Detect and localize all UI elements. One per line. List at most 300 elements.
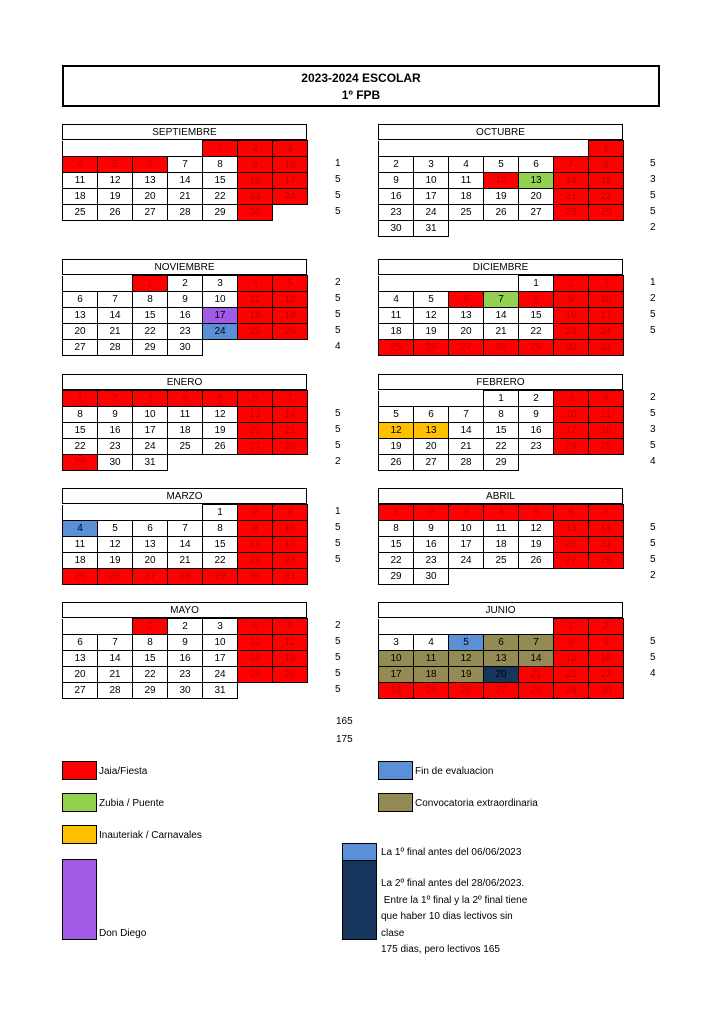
day-cell: 16 <box>168 308 203 324</box>
day-cell <box>519 221 554 237</box>
day-cell: 1 <box>519 276 554 292</box>
day-cell: 16 <box>168 651 203 667</box>
day-cell: 13 <box>63 651 98 667</box>
legend-notes <box>381 876 581 959</box>
week-row <box>379 157 624 173</box>
day-cell: 27 <box>238 439 273 455</box>
month-title: MARZO <box>62 488 307 504</box>
day-cell: 23 <box>589 667 624 683</box>
day-cell: 3 <box>449 505 484 521</box>
day-cell: 11 <box>414 651 449 667</box>
day-cell: 14 <box>98 651 133 667</box>
day-cell <box>238 340 273 356</box>
week-count: 5 <box>335 538 341 549</box>
day-cell: 6 <box>133 157 168 173</box>
week-row <box>63 391 308 407</box>
day-cell: 9 <box>519 407 554 423</box>
week-count: 5 <box>650 652 656 663</box>
day-cell: 8 <box>484 407 519 423</box>
day-cell: 25 <box>449 205 484 221</box>
day-cell: 26 <box>273 667 308 683</box>
day-cell: 10 <box>589 292 624 308</box>
day-cell: 31 <box>273 569 308 585</box>
day-cell: 5 <box>484 157 519 173</box>
day-cell: 29 <box>203 569 238 585</box>
day-cell: 5 <box>379 407 414 423</box>
day-cell: 1 <box>484 391 519 407</box>
day-cell: 11 <box>238 292 273 308</box>
week-count <box>650 339 664 355</box>
day-cell <box>449 141 484 157</box>
day-cell: 17 <box>133 423 168 439</box>
week-row <box>379 651 624 667</box>
day-cell <box>133 505 168 521</box>
day-cell <box>484 141 519 157</box>
week-count: 5 <box>335 309 341 320</box>
week-row <box>379 683 624 699</box>
day-cell: 11 <box>63 173 98 189</box>
month-abril <box>378 488 623 585</box>
day-cell: 16 <box>98 423 133 439</box>
day-cell: 11 <box>379 308 414 324</box>
day-cell: 6 <box>63 292 98 308</box>
day-cell <box>484 569 519 585</box>
day-cell: 22 <box>379 553 414 569</box>
week-row <box>379 205 624 221</box>
day-cell: 12 <box>98 537 133 553</box>
week-count: 5 <box>335 522 341 533</box>
legend-label-extra: Convocatoria extraordinaria <box>415 798 538 809</box>
day-cell: 2 <box>554 276 589 292</box>
day-cell: 1 <box>63 391 98 407</box>
day-cell: 1 <box>203 141 238 157</box>
day-cell: 29 <box>133 683 168 699</box>
day-cell: 30 <box>414 569 449 585</box>
day-cell: 25 <box>589 439 624 455</box>
day-cell: 30 <box>238 205 273 221</box>
legend-swatch-first-final <box>342 843 377 861</box>
week-count: 2 <box>650 293 656 304</box>
day-cell: 24 <box>273 553 308 569</box>
day-cell: 20 <box>484 667 519 683</box>
week-count: 5 <box>335 325 341 336</box>
month-septiembre <box>62 124 307 221</box>
week-count: 1 <box>335 158 341 169</box>
month-title: OCTUBRE <box>378 124 623 140</box>
day-cell: 11 <box>484 521 519 537</box>
week-row <box>63 157 308 173</box>
day-cell <box>238 683 273 699</box>
day-cell: 4 <box>589 391 624 407</box>
week-row <box>63 308 308 324</box>
week-row <box>379 308 624 324</box>
week-count <box>650 504 664 520</box>
week-row <box>63 340 308 356</box>
day-cell: 26 <box>484 205 519 221</box>
day-cell: 15 <box>589 173 624 189</box>
day-cell <box>379 276 414 292</box>
day-cell: 13 <box>519 173 554 189</box>
week-count: 4 <box>335 341 341 352</box>
week-count: 2 <box>335 456 341 467</box>
day-cell: 14 <box>98 308 133 324</box>
day-cell: 7 <box>449 407 484 423</box>
day-cell: 21 <box>484 324 519 340</box>
day-cell: 23 <box>98 439 133 455</box>
month-grid <box>378 618 624 699</box>
week-row <box>379 455 624 471</box>
day-cell: 28 <box>589 553 624 569</box>
day-cell: 6 <box>238 391 273 407</box>
day-cell: 14 <box>589 521 624 537</box>
day-cell <box>449 619 484 635</box>
week-row <box>63 619 308 635</box>
day-cell: 13 <box>63 308 98 324</box>
day-cell: 17 <box>203 308 238 324</box>
day-cell: 24 <box>414 205 449 221</box>
day-cell <box>484 619 519 635</box>
week-row <box>63 423 308 439</box>
day-cell: 23 <box>168 324 203 340</box>
legend-swatch-extra <box>378 793 413 812</box>
day-cell <box>168 505 203 521</box>
day-cell <box>168 141 203 157</box>
day-cell <box>98 619 133 635</box>
day-cell: 22 <box>133 667 168 683</box>
day-cell <box>63 276 98 292</box>
week-row <box>379 521 624 537</box>
week-row <box>63 276 308 292</box>
week-count: 5 <box>335 174 341 185</box>
day-cell: 1 <box>379 505 414 521</box>
day-cell: 6 <box>484 635 519 651</box>
day-cell <box>554 455 589 471</box>
day-cell: 10 <box>379 651 414 667</box>
day-cell: 2 <box>238 141 273 157</box>
day-cell: 14 <box>168 537 203 553</box>
day-cell: 28 <box>554 205 589 221</box>
day-cell: 8 <box>554 635 589 651</box>
week-counts <box>650 618 664 698</box>
day-cell: 18 <box>414 667 449 683</box>
day-cell: 22 <box>519 324 554 340</box>
week-count: 5 <box>335 206 341 217</box>
legend-label-don-diego: Don Diego <box>99 928 147 939</box>
day-cell: 13 <box>484 651 519 667</box>
day-cell: 4 <box>238 276 273 292</box>
day-cell: 15 <box>203 173 238 189</box>
day-cell <box>484 276 519 292</box>
week-row <box>63 553 308 569</box>
day-cell: 17 <box>554 423 589 439</box>
day-cell: 16 <box>554 308 589 324</box>
totals <box>336 714 353 750</box>
week-row <box>379 407 624 423</box>
day-cell: 23 <box>238 553 273 569</box>
day-cell: 12 <box>273 635 308 651</box>
day-cell: 3 <box>379 635 414 651</box>
day-cell: 10 <box>414 173 449 189</box>
day-cell: 7 <box>273 391 308 407</box>
day-cell: 31 <box>133 455 168 471</box>
day-cell: 2 <box>589 619 624 635</box>
week-count <box>650 618 664 634</box>
day-cell: 31 <box>589 340 624 356</box>
week-row <box>63 407 308 423</box>
week-row <box>63 651 308 667</box>
month-title: JUNIO <box>378 602 623 618</box>
day-cell: 26 <box>98 205 133 221</box>
day-cell: 28 <box>449 455 484 471</box>
day-cell: 27 <box>63 683 98 699</box>
day-cell: 18 <box>379 324 414 340</box>
day-cell: 7 <box>484 292 519 308</box>
month-title: SEPTIEMBRE <box>62 124 307 140</box>
day-cell: 21 <box>273 423 308 439</box>
day-cell <box>98 505 133 521</box>
day-cell: 29 <box>379 569 414 585</box>
day-cell <box>98 141 133 157</box>
day-cell: 19 <box>449 667 484 683</box>
day-cell: 7 <box>554 157 589 173</box>
day-cell: 11 <box>238 635 273 651</box>
day-cell <box>273 455 308 471</box>
week-row <box>379 619 624 635</box>
day-cell: 30 <box>238 569 273 585</box>
day-cell: 23 <box>238 189 273 205</box>
legend-swatch-puente <box>62 793 97 812</box>
day-cell: 16 <box>238 537 273 553</box>
day-cell: 15 <box>203 537 238 553</box>
month-octubre <box>378 124 623 237</box>
day-cell: 28 <box>168 569 203 585</box>
week-counts <box>650 140 664 236</box>
total-dias: 175 <box>336 734 353 745</box>
day-cell: 1 <box>133 619 168 635</box>
week-row <box>63 569 308 585</box>
week-count: 5 <box>650 309 656 320</box>
day-cell <box>63 619 98 635</box>
day-cell: 15 <box>379 537 414 553</box>
day-cell: 14 <box>168 173 203 189</box>
day-cell: 28 <box>98 683 133 699</box>
day-cell: 5 <box>98 521 133 537</box>
day-cell: 7 <box>589 505 624 521</box>
day-cell: 24 <box>133 439 168 455</box>
week-row <box>63 521 308 537</box>
month-febrero <box>378 374 623 471</box>
day-cell: 23 <box>414 553 449 569</box>
day-cell <box>98 276 133 292</box>
week-count: 1 <box>650 277 656 288</box>
day-cell: 28 <box>168 205 203 221</box>
week-count: 2 <box>650 222 656 233</box>
day-cell: 26 <box>98 569 133 585</box>
day-cell: 20 <box>519 189 554 205</box>
day-cell: 3 <box>589 276 624 292</box>
day-cell: 9 <box>414 521 449 537</box>
week-row <box>63 683 308 699</box>
calendar-subtitle: 1º FPB <box>341 88 381 102</box>
week-row <box>63 537 308 553</box>
week-row <box>379 221 624 237</box>
day-cell: 6 <box>519 157 554 173</box>
note-line-5: clase <box>381 927 405 939</box>
day-cell: 13 <box>554 521 589 537</box>
day-cell: 22 <box>63 439 98 455</box>
day-cell <box>273 205 308 221</box>
day-cell: 16 <box>379 189 414 205</box>
week-row <box>63 667 308 683</box>
week-count <box>650 682 664 698</box>
week-count: 5 <box>335 440 341 451</box>
day-cell: 27 <box>133 569 168 585</box>
week-count: 2 <box>335 277 341 288</box>
day-cell: 26 <box>203 439 238 455</box>
day-cell <box>589 569 624 585</box>
day-cell: 25 <box>414 683 449 699</box>
day-cell: 1 <box>133 276 168 292</box>
day-cell: 1 <box>589 141 624 157</box>
day-cell: 27 <box>519 205 554 221</box>
week-count: 5 <box>335 684 341 695</box>
day-cell: 5 <box>519 505 554 521</box>
day-cell: 2 <box>238 505 273 521</box>
day-cell: 16 <box>238 173 273 189</box>
week-count: 5 <box>335 636 341 647</box>
day-cell: 30 <box>168 340 203 356</box>
day-cell: 23 <box>519 439 554 455</box>
day-cell: 1 <box>203 505 238 521</box>
day-cell: 9 <box>168 292 203 308</box>
day-cell <box>273 340 308 356</box>
month-mayo <box>62 602 307 699</box>
day-cell <box>379 141 414 157</box>
month-grid <box>62 140 308 221</box>
day-cell <box>554 141 589 157</box>
week-counts <box>335 618 349 698</box>
legend-label-carnaval: Inauteriak / Carnavales <box>99 830 202 841</box>
day-cell: 21 <box>98 324 133 340</box>
day-cell: 9 <box>238 157 273 173</box>
day-cell: 21 <box>168 553 203 569</box>
note-line-6: 175 dias, pero lectivos 165 <box>381 944 500 955</box>
day-cell: 19 <box>203 423 238 439</box>
day-cell: 8 <box>379 521 414 537</box>
day-cell: 29 <box>554 683 589 699</box>
day-cell <box>414 391 449 407</box>
day-cell: 1 <box>554 619 589 635</box>
day-cell: 25 <box>379 340 414 356</box>
week-row <box>63 205 308 221</box>
legend-label-fin-eval: Fin de evaluacion <box>415 766 494 777</box>
week-row <box>63 439 308 455</box>
day-cell: 17 <box>449 537 484 553</box>
month-junio <box>378 602 623 699</box>
day-cell: 2 <box>168 276 203 292</box>
day-cell: 6 <box>414 407 449 423</box>
day-cell: 25 <box>484 553 519 569</box>
day-cell: 8 <box>133 292 168 308</box>
note-line-4: que haber 10 dias lectivos sin <box>381 911 513 922</box>
day-cell: 6 <box>63 635 98 651</box>
day-cell: 25 <box>63 205 98 221</box>
day-cell: 4 <box>63 521 98 537</box>
day-cell: 18 <box>484 537 519 553</box>
day-cell: 30 <box>168 683 203 699</box>
week-counts <box>335 140 349 220</box>
week-count <box>650 140 664 156</box>
day-cell: 24 <box>203 324 238 340</box>
day-cell <box>589 221 624 237</box>
day-cell: 21 <box>449 439 484 455</box>
day-cell: 4 <box>238 619 273 635</box>
week-count: 3 <box>650 424 656 435</box>
day-cell <box>133 141 168 157</box>
day-cell: 13 <box>133 173 168 189</box>
day-cell <box>519 455 554 471</box>
day-cell: 9 <box>554 292 589 308</box>
day-cell: 18 <box>168 423 203 439</box>
day-cell: 9 <box>98 407 133 423</box>
day-cell: 8 <box>63 407 98 423</box>
day-cell: 13 <box>238 407 273 423</box>
day-cell: 10 <box>203 635 238 651</box>
week-row <box>63 324 308 340</box>
day-cell: 14 <box>554 173 589 189</box>
week-count: 5 <box>335 408 341 419</box>
week-counts <box>650 504 664 584</box>
month-grid <box>378 140 624 237</box>
legend-swatch-fiesta <box>62 761 97 780</box>
day-cell: 3 <box>133 391 168 407</box>
day-cell: 21 <box>519 667 554 683</box>
day-cell: 22 <box>589 189 624 205</box>
day-cell: 3 <box>554 391 589 407</box>
day-cell: 18 <box>589 423 624 439</box>
month-title: ABRIL <box>378 488 623 504</box>
day-cell: 23 <box>379 205 414 221</box>
day-cell <box>414 276 449 292</box>
week-count: 5 <box>650 554 656 565</box>
week-count: 5 <box>650 440 656 451</box>
day-cell: 18 <box>63 553 98 569</box>
day-cell: 26 <box>414 340 449 356</box>
week-row <box>63 455 308 471</box>
day-cell: 3 <box>273 141 308 157</box>
day-cell: 12 <box>414 308 449 324</box>
week-row <box>63 189 308 205</box>
day-cell: 5 <box>203 391 238 407</box>
day-cell <box>449 221 484 237</box>
day-cell <box>589 455 624 471</box>
day-cell: 23 <box>168 667 203 683</box>
legend-swatch-carnaval <box>62 825 97 844</box>
day-cell: 4 <box>168 391 203 407</box>
total-lectivos: 165 <box>336 716 353 727</box>
day-cell: 22 <box>484 439 519 455</box>
week-row <box>379 173 624 189</box>
day-cell <box>519 619 554 635</box>
day-cell: 10 <box>554 407 589 423</box>
day-cell: 4 <box>63 157 98 173</box>
month-title: MAYO <box>62 602 307 618</box>
day-cell: 19 <box>98 553 133 569</box>
day-cell: 10 <box>133 407 168 423</box>
day-cell: 19 <box>414 324 449 340</box>
day-cell <box>449 391 484 407</box>
month-enero <box>62 374 307 471</box>
